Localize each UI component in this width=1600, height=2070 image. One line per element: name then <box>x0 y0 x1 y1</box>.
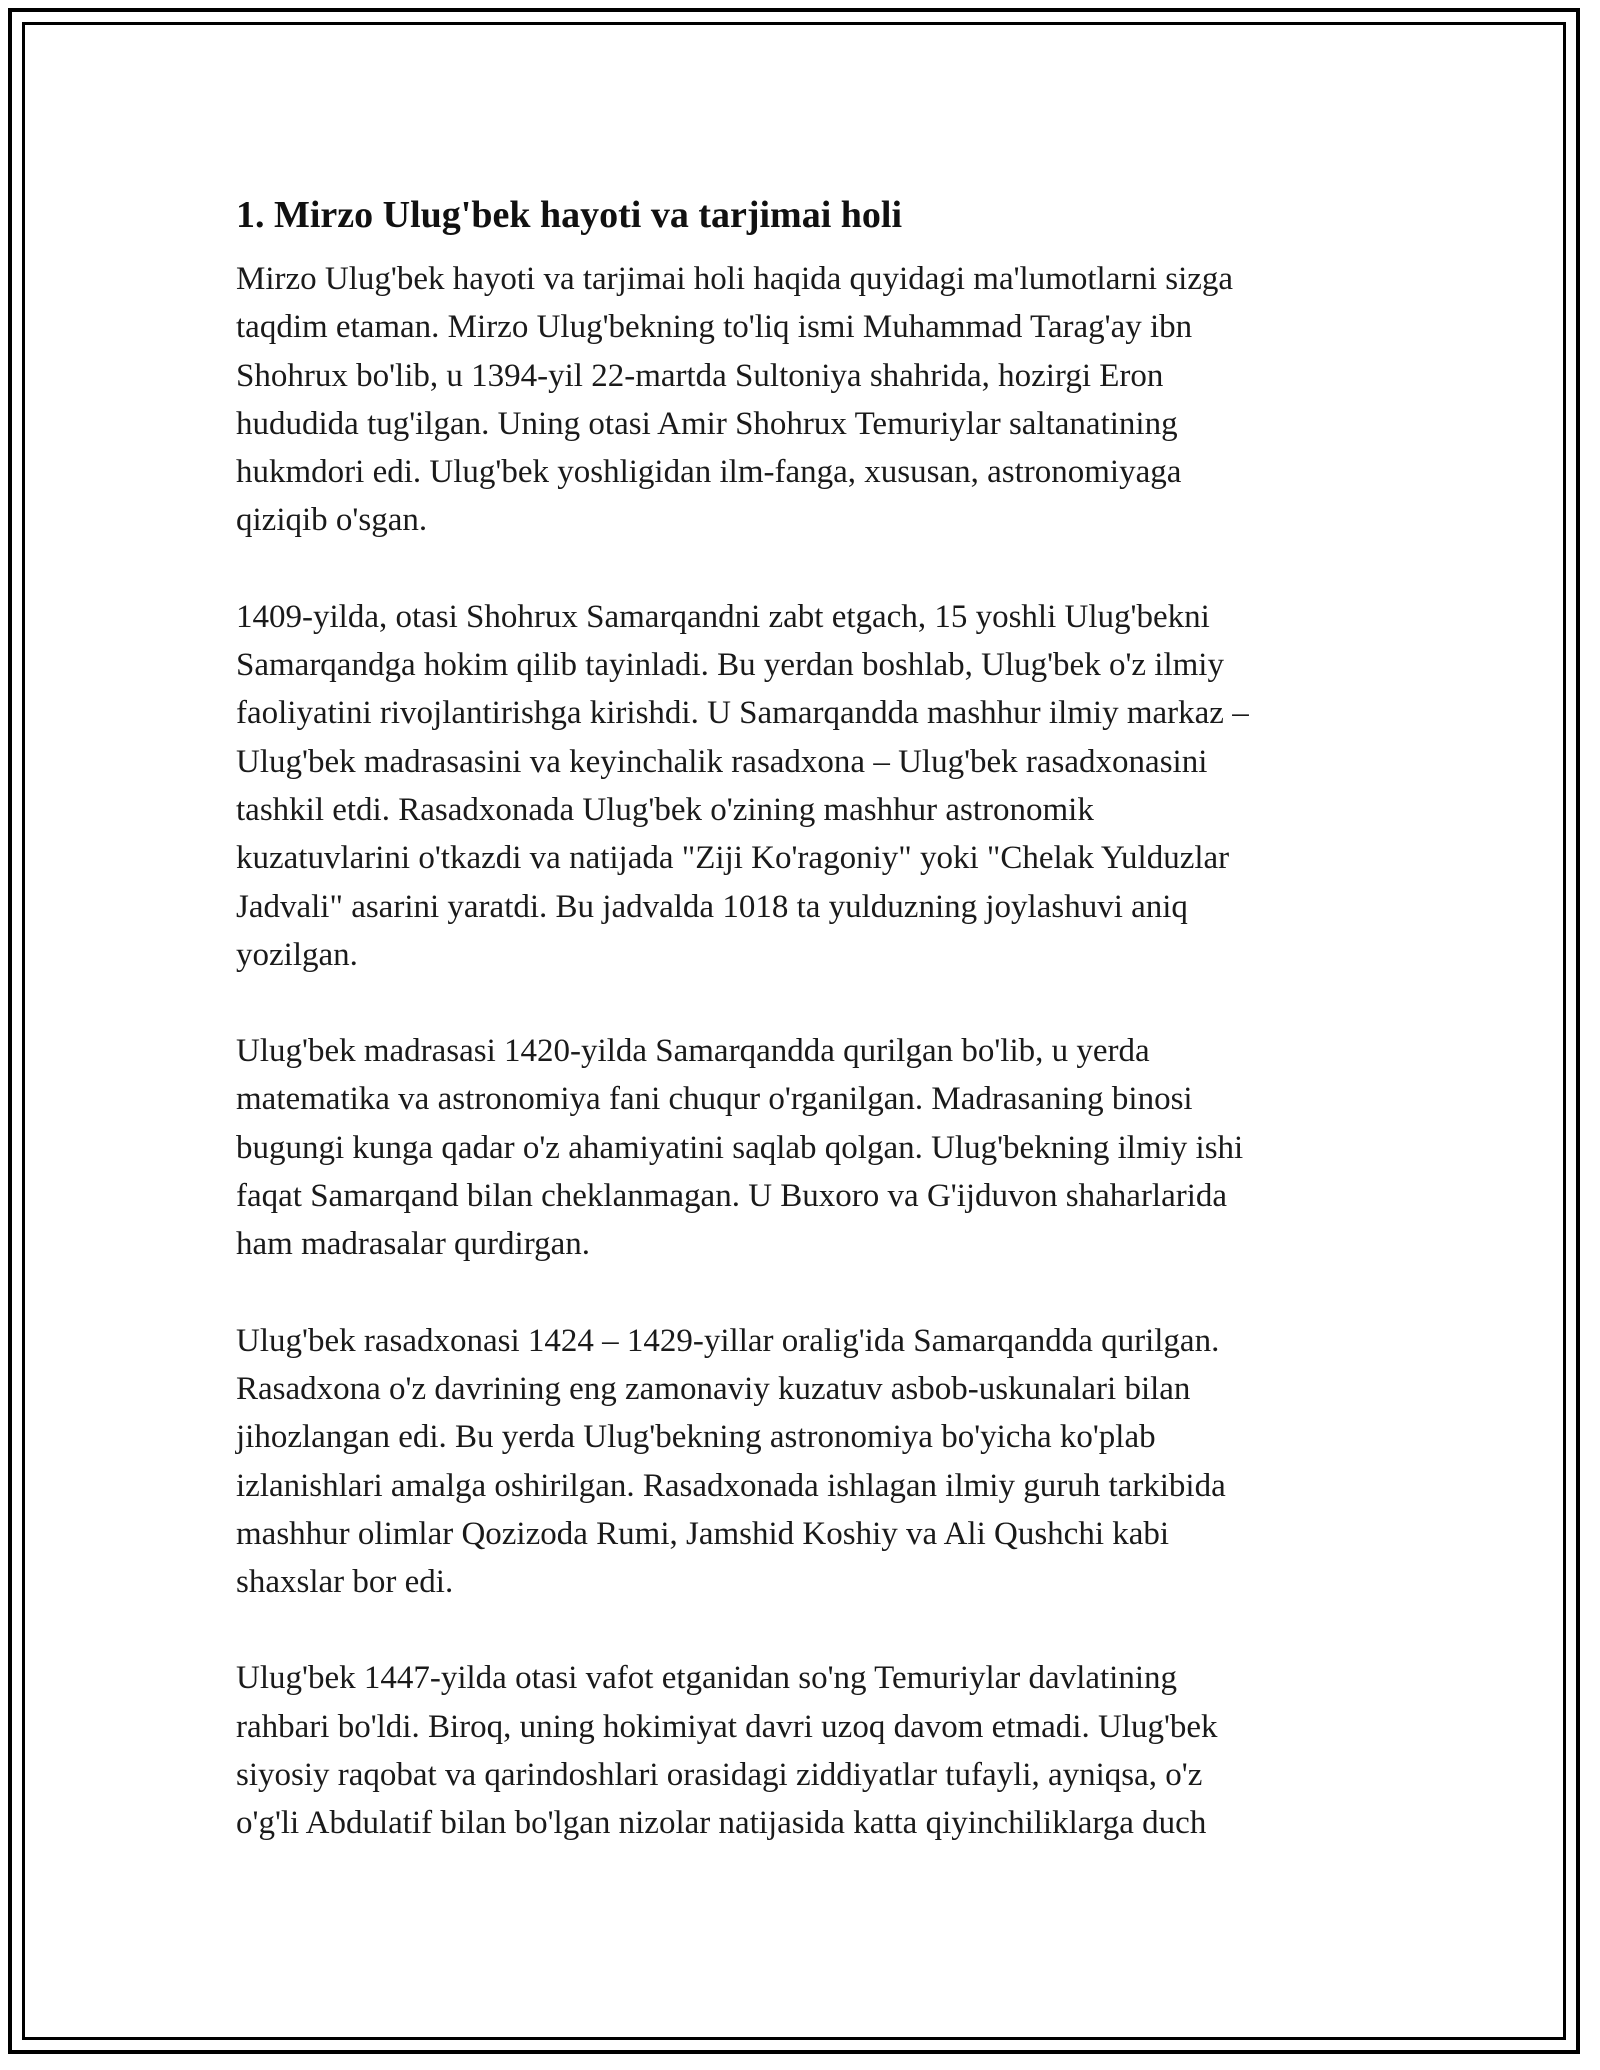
paragraph-2: 1409-yilda, otasi Shohrux Samarqandni zabt etgach, 15 yoshli Ulug'bekni Samarqandga hokim qilib tayinladi. Bu yerdan boshlab, Ulug'bek o'z ilmiy faoliyatini rivojlantirishga kirishdi. U Samarqandda mashhur ilmiy markaz – Ulug'bek madrasasini va keyinchalik rasadxona – Ulug'bek rasadxonasini tashkil etdi. Rasadxonada Ulug'bek o'zining mashhur astronomik kuzatuvlarini o'tkazdi va natijada "Ziji Ko'ragoniy" yoki "Chelak Yulduzlar Jadvali" asarini yaratdi. Bu jadvalda 1018 ta yulduzning joylashuvi aniq yozilgan. <box>236 598 1249 973</box>
paragraph-1: Mirzo Ulug'bek hayoti va tarjimai holi haqida quyidagi ma'lumotlarni sizga taqdim etaman. Mirzo Ulug'bekning to'liq ismi Muhammad Tarag'ay ibn Shohrux bo'lib, u 1394-yil 22-martda Sultoniya shahrida, hozirgi Eron hududida tug'ilgan. Uning otasi Amir Shohrux Temuriylar saltanatining hukmdori edi. Ulug'bek yoshligidan ilm-fanga, xususan, astronomiyaga qiziqib o'sgan. <box>236 261 1234 539</box>
paragraph-4: Ulug'bek rasadxonasi 1424 – 1429-yillar oralig'ida Samarqandda qurilgan. Rasadxona o'z davrining eng zamonaviy kuzatuv asbob-uskunalari bilan jihozlangan edi. Bu yerda Ulug'bekning astronomiya bo'yicha ko'plab izlanishlari amalga oshirilgan. Rasadxonada ishlagan ilmiy guruh tarkibida mashhur olimlar Qozizoda Rumi, Jamshid Koshiy va Ali Qushchi kabi shaxslar bor edi. <box>236 1322 1226 1601</box>
section-heading: 1. Mirzo Ulug'bek hayoti va tarjimai holi <box>236 194 903 236</box>
document-body <box>236 185 1386 1896</box>
paragraph-5: Ulug'bek 1447-yilda otasi vafot etganidan so'ng Temuriylar davlatining rahbari bo'ldi. Biroq, uning hokimiyat davri uzoq davom etmadi. Ulug'bek siyosiy raqobat va qarindoshlari orasidagi ziddiyatlar tufayli, ayniqsa, o'z o'g'li Abdulatif bilan bo'lgan nizolar natijasida katta qiyinchiliklarga duch <box>236 1660 1218 1842</box>
paragraph-3: Ulug'bek madrasasi 1420-yilda Samarqandda qurilgan bo'lib, u yerda matematika va astronomiya fani chuqur o'rganilgan. Madrasaning binosi bugungi kunga qadar o'z ahamiyatini saqlab qolgan. Ulug'bekning ilmiy ishi faqat Samarqand bilan cheklanmagan. U Buxoro va G'ijduvon shaharlarida ham madrasalar qurdirgan. <box>236 1033 1244 1263</box>
